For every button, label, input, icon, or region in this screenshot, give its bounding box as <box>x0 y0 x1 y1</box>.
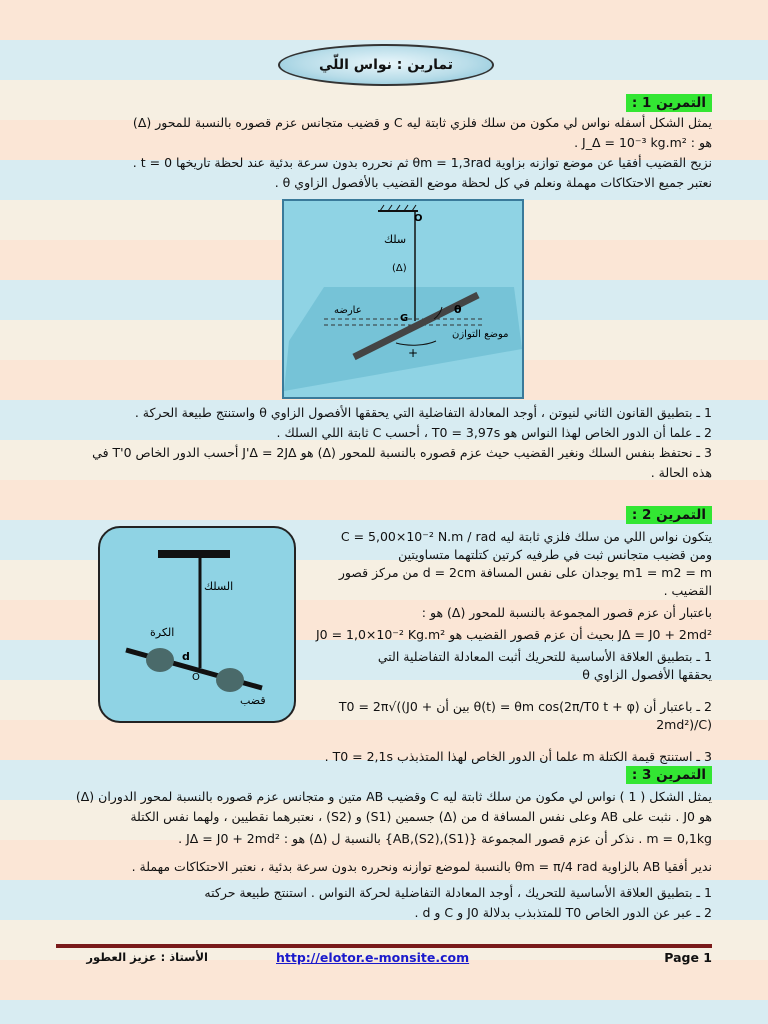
exercise-2-heading: التمرين 2 : <box>626 506 712 524</box>
ex3-line-3: m = 0,1kg . نذكر أن عزم قصور المجموعة {(S1),(S2),AB} بالنسبة ل (Δ) هو : JΔ = J0 + 2md² . <box>178 831 712 846</box>
ex2-line-4: القضيب . <box>663 583 712 598</box>
ball-right <box>216 668 244 692</box>
ex3-question-2: 2 ـ عبر عن الدور الخاص T0 للمتذبذب بدلالة J0 و C و d . <box>414 905 712 920</box>
exercise-3-heading: التمرين 3 : <box>626 766 712 784</box>
ex2-question-2: 2 ـ باعتبار أن θ(t) = θm cos(2π/T0 t + φ) بين أن T0 = 2π√((J0 + 2md²)/C) <box>338 699 712 732</box>
label-o: O <box>414 213 423 224</box>
label-wire: السلك <box>204 580 234 593</box>
ex2-question-1-cont: يحققها الأفصول الزاوي θ <box>582 667 712 682</box>
label-rod: قضب <box>240 694 266 707</box>
exercise-1-heading: التمرين 1 : <box>626 94 712 112</box>
footer-rule <box>56 944 712 948</box>
ex2-line-5: باعتبار أن عزم قصور المجموعة بالنسبة للمحور (Δ) هو : <box>421 605 712 620</box>
ex1-question-3: 3 ـ نحتفظ بنفس السلك ونغير القضيب حيث عزم قصوره بالنسبة للمحور (Δ) هو J'Δ = 2JΔ أحسب الدور الخاص T'0 في <box>92 445 712 460</box>
label-equilibrium: موضع التوازن <box>452 329 509 340</box>
ex1-question-3-cont: هذه الحالة . <box>650 465 712 480</box>
ex2-text-block <box>300 528 712 766</box>
ex2-line-3: m1 = m2 = m يوجدان على نفس المسافة d = 2cm من مركز قصور <box>338 565 712 580</box>
ex1-line-1: يمثل الشكل أسفله نواس لي مكون من سلك فلزي ثابتة ليه C و قضيب متجانس عزم قصوره بالنسبة للمحور (Δ) <box>132 115 712 130</box>
footer-author: الأستاذ : عزيز العطور <box>86 950 208 964</box>
label-g: G <box>400 313 409 324</box>
ex2-line-6: JΔ = J0 + 2md² بحيث أن عزم قصور القضيب هو J0 = 1,0×10⁻² Kg.m² <box>315 627 712 642</box>
ex2-question-1: 1 ـ بتطبيق العلاقة الأساسية للتحريك أثبت المعادلة التفاضلية التي <box>377 649 712 664</box>
label-d: d <box>182 650 190 663</box>
ex3-line-2: هو J0 . نثبت على AB وعلى نفس المسافة d من (Δ) جسمين (S1) و (S2) ، نعتبرهما نقطيين ، ولهما نفس الكتلة <box>130 809 712 824</box>
ex1-line-4: نعتبر جميع الاحتكاكات مهملة ونعلم في كل لحظة موضع القضيب بالأفصول الزاوي θ . <box>274 175 712 190</box>
label-axis: (Δ) <box>392 263 407 274</box>
figure-2-drawing <box>100 528 294 721</box>
figure-torsion-pendulum-2 <box>98 526 296 723</box>
footer-page-number: Page 1 <box>664 950 712 965</box>
figure-1-drawing <box>284 201 522 397</box>
ex3-line-4: ندير أفقيا AB بالزاوية θm = π/4 rad بالنسبة لموضع توازنه ونحرره بدون سرعة بدئية ، نعتبر الاحتكاكات مهملة . <box>131 859 712 874</box>
label-bar: عارضه <box>334 305 362 316</box>
ex1-line-3: نزيح القضيب أفقيا عن موضع توازنه بزاوية θm = 1,3rad ثم نحرره بدون سرعة بدئية عند لحظة تاريخها t = 0 . <box>132 155 712 170</box>
label-wire: سلك <box>384 233 407 246</box>
footer-url-link[interactable]: http://elotor.e-monsite.com <box>276 950 470 965</box>
ex1-question-1: 1 ـ بتطبيق القانون الثاني لنيوتن ، أوجد المعادلة التفاضلية التي يحققها الأفصول الزاوي θ واستنتج طبيعة الحركة . <box>134 405 712 420</box>
ex2-line-2: ومن قضيب متجانس ثبت في طرفيه كرتين كتلتهما متساويتين <box>398 547 712 562</box>
ex1-line-2: هو : J_Δ = 10⁻³ kg.m² . <box>574 135 712 150</box>
ex3-question-1: 1 ـ بتطبيق العلاقة الأساسية للتحريك ، أوجد المعادلة التفاضلية لحركة النواس . استنتج طبيعة حركته <box>204 885 712 900</box>
label-o: O <box>192 672 200 683</box>
ex2-question-3: 3 ـ استنتج قيمة الكتلة m علما أن الدور الخاص لهذا المتذبذب T0 = 2,1s . <box>324 749 712 764</box>
label-theta: θ <box>454 303 462 316</box>
ex3-line-1: يمثل الشكل ( 1 ) نواس لي مكون من سلك ثابتة ليه C وقضيب AB متين و متجانس عزم قصوره بالنسبة لمحور الدوران (Δ) <box>75 789 712 804</box>
label-plus: + <box>408 346 419 360</box>
label-ball: الكرة <box>150 626 175 639</box>
ball-left <box>146 648 174 672</box>
ex2-line-1: يتكون نواس اللي من سلك فلزي ثابتة ليه C = 5,00×10⁻² N.m / rad <box>340 529 712 544</box>
figure-torsion-pendulum-1 <box>282 199 524 399</box>
page-title <box>278 44 494 86</box>
page-title-text: تمارين : نواس اللّي <box>318 57 454 73</box>
ex1-question-2: 2 ـ علما أن الدور الخاص لهذا النواس هو T0 = 3,97s ، أحسب C ثابتة اللي السلك . <box>276 425 712 440</box>
